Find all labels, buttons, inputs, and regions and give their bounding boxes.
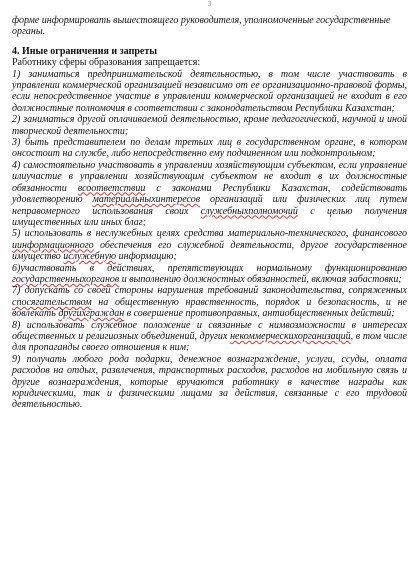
spellcheck-word: государственныхорганов xyxy=(12,273,120,285)
list-item-4: 4) самостоятельно участвовать в управлении хозяйствующим субъектом, если управление илиучастие в управлении хозяйствующим субъектом не входит в их должностные обязанности всоответствии с законами Республики Казахстан, содействовать удовлетворению материальныхинтересов организаций или физических лиц путем неправомерного использования своих служебныхполномочий с целью получения имущественных или иных благ; xyxy=(12,159,408,228)
intro-paragraph: форме информировать вышестоящего руководителя, уполномоченные государственные органы. xyxy=(12,15,391,38)
list-item-3: 3) быть представителем по делам третьих лиц в государственном органе, в котором онсостоит на службе, либо непосредственно ему подчиненном или подконтрольном; xyxy=(12,137,407,160)
list-item-5: 5) использовать в неслужебных целях средства материально-технического, финансового иинформационного обеспечения его служебной деятельности, другое государственное имущество ислужебную информацию; xyxy=(12,228,407,263)
spellcheck-word: другихграждан xyxy=(58,308,125,320)
list-item-1: 1) заниматься предпринимательской деятельностью, в том числе участвовать в управлении коммерческой организацией независимо от ее организационно-правовой формы, если непосредственное участие в управлении коммерческой организацией не входит в его должностные полномочия в соответствии с законодательством Республики Казахстан; xyxy=(12,68,407,114)
spellcheck-word: служебныхполномочий xyxy=(200,205,298,217)
section-heading: 4. Иные ограничения и запреты xyxy=(12,45,158,57)
spellcheck-word: некоммерческихорганизаций xyxy=(230,330,351,342)
spellcheck-word: спосягательством xyxy=(12,296,92,308)
list-item-7: 7) допускать со своей стороны нарушения требований законодательства, сопряженных спосягательством на общественную нравственность, порядок и безопасность, и не вовлекать другихграждан в совершение противоправных, антиобщественных действий; xyxy=(12,285,407,320)
spellcheck-word: материальныхинтересов xyxy=(92,194,201,206)
list-item-6: 6)участвовать в действиях, препятствующих нормальному функционированию государственныхорганов и выполнению должностных обязанностей, включая забастовки; xyxy=(12,262,407,285)
list-item-9: 9) получать любого рода подарки, денежное вознаграждение, услуги, ссуды, оплата расходов на отдых, развлечения, транспортных расходов, расходов на мобильную связь и другие вознаграждения, которые вручаются работнику в качестве награды как юридическими, так и физическими лицами за действия, связанные с его трудовой деятельностью. xyxy=(12,353,407,411)
document-body xyxy=(12,15,407,411)
spellcheck-word: ислужебную xyxy=(63,251,117,263)
spellcheck-word: иинформационного xyxy=(12,239,94,251)
list-item-8: 8) использовать служебное положение и связанные с нимвозможности в интересах общественных и религиозных объединений, других некоммерческихорганизаций, в том числе для пропаганды своего отношения к ним; xyxy=(12,319,407,354)
spellcheck-word: всоответствии xyxy=(77,182,146,194)
page-number: 3 xyxy=(207,0,212,8)
section-lead: Работнику сферы образования запрещается: xyxy=(12,57,201,69)
list-item-2: 2) заниматься другой оплачиваемой деятельностью, кроме педагогической, научной и иной творческой деятельности; xyxy=(12,114,407,137)
